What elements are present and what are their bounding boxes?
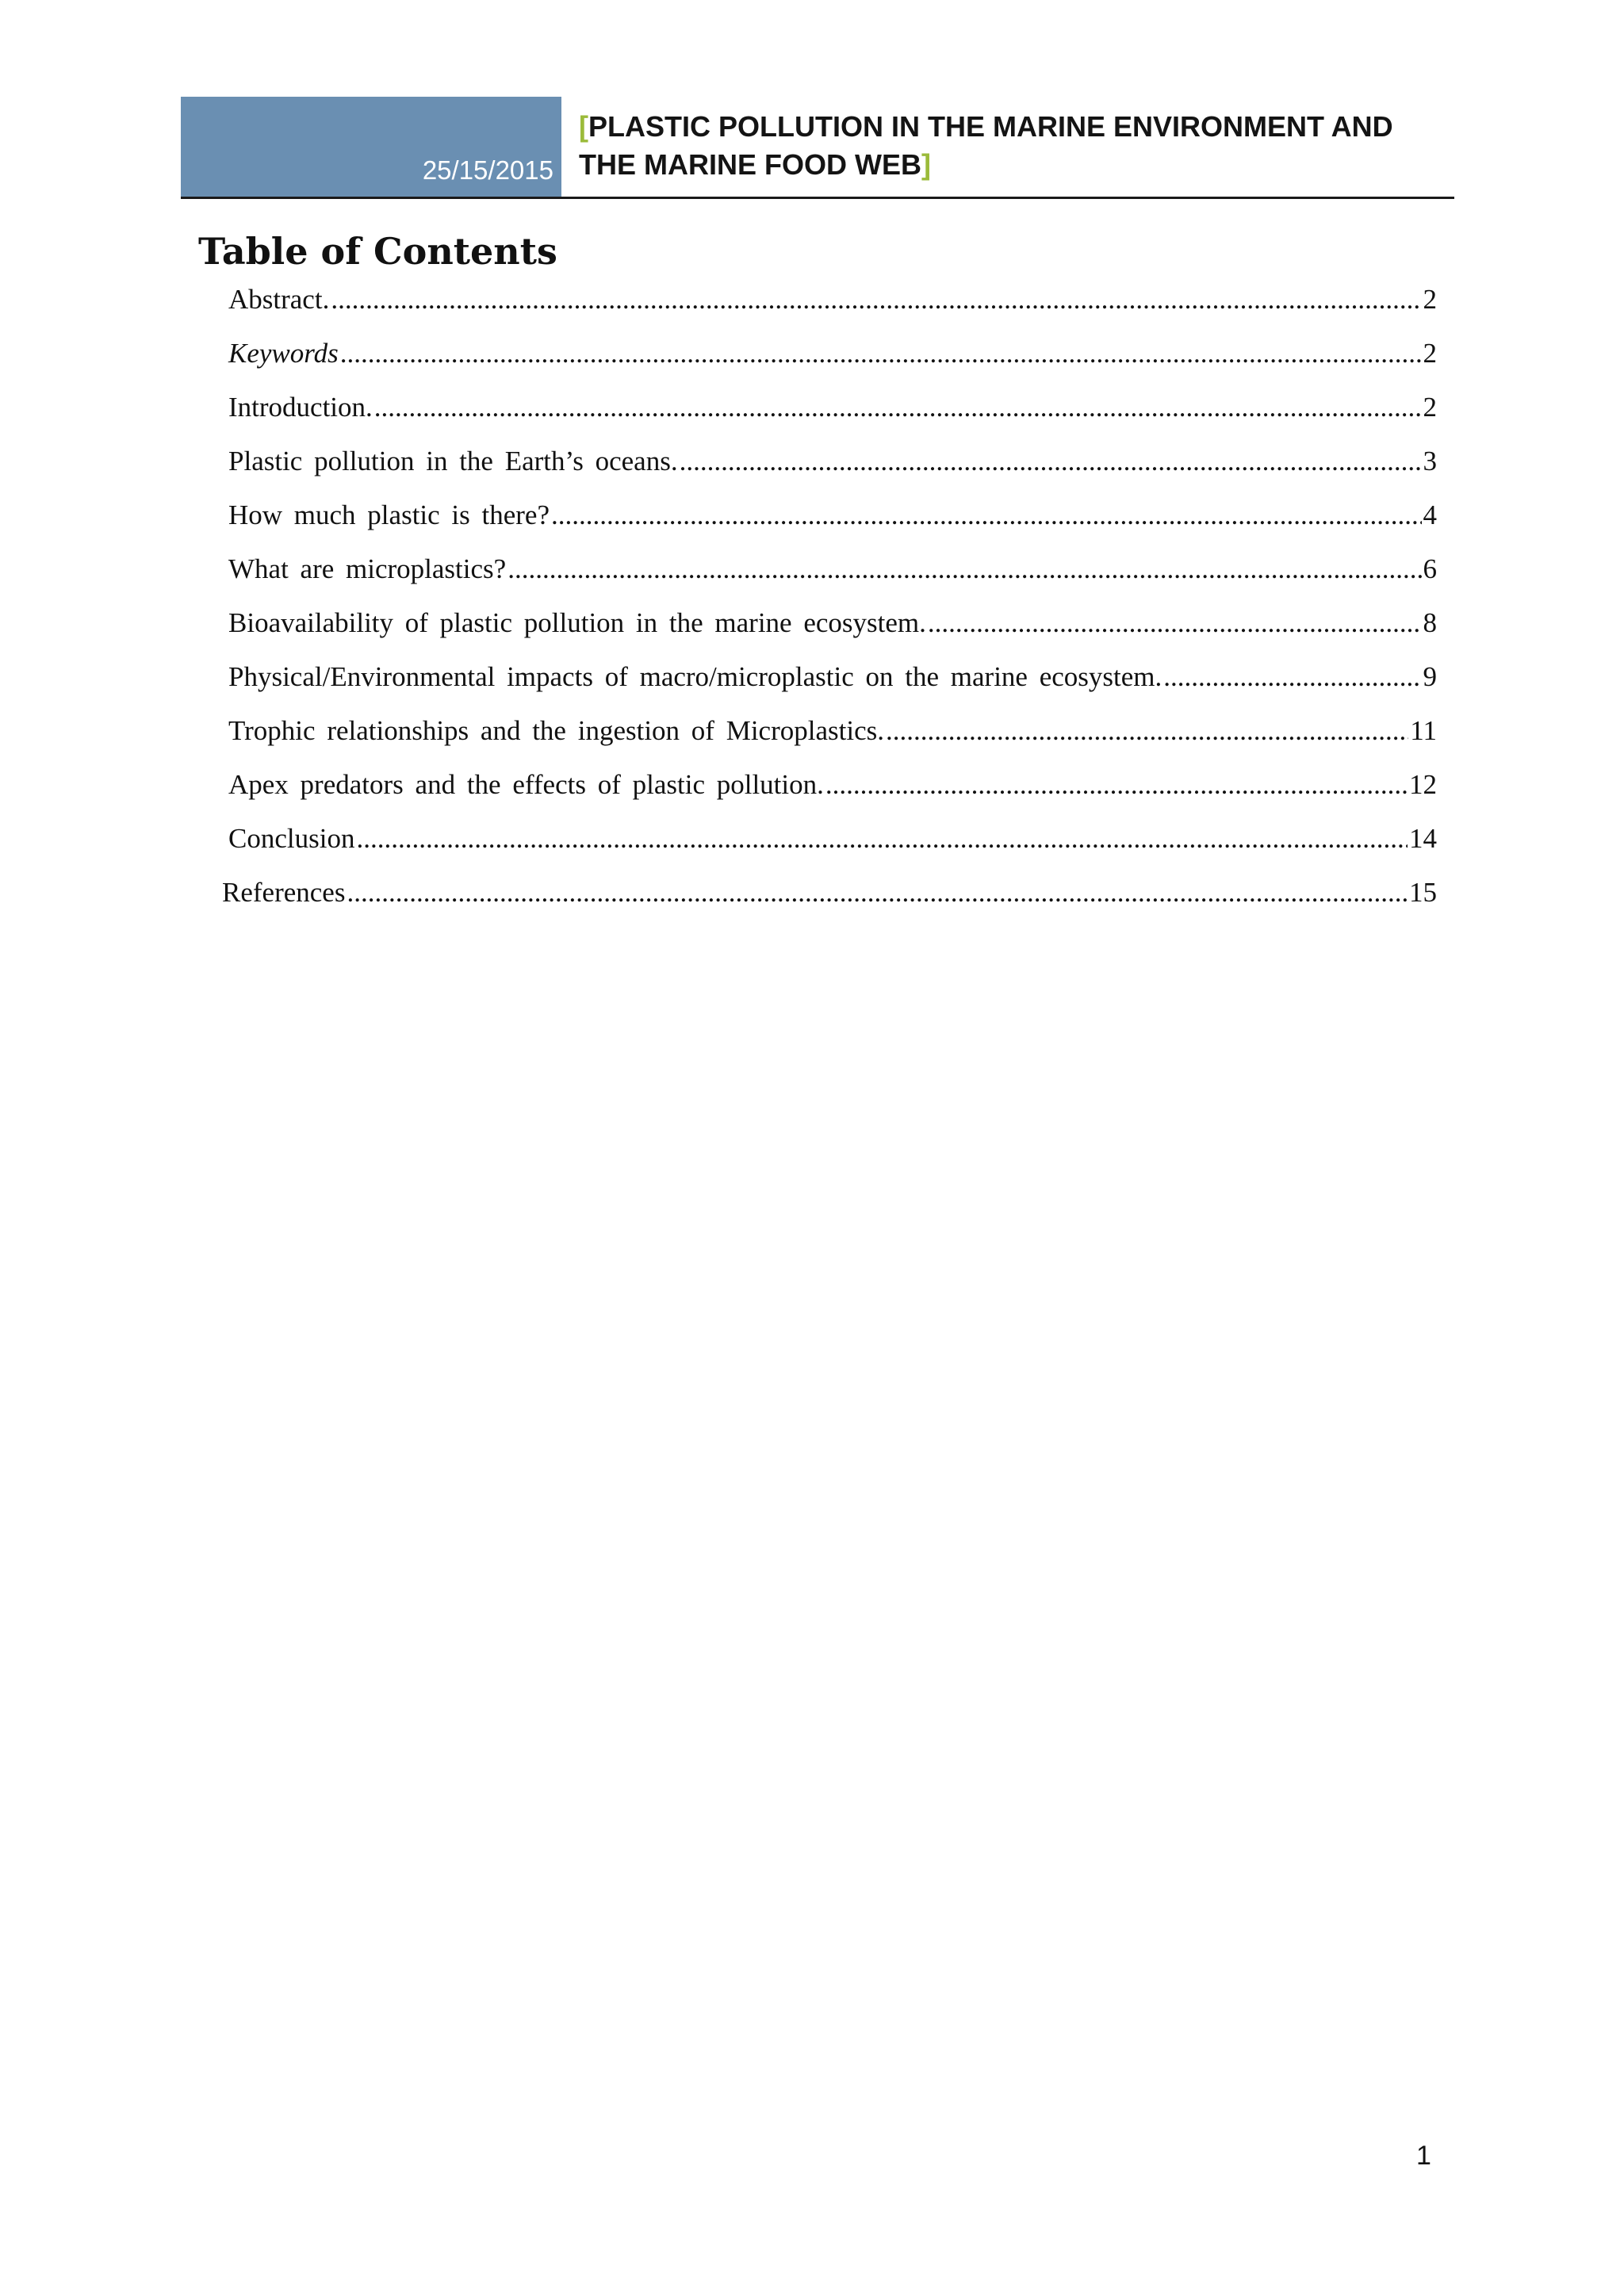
toc-dot-leader <box>825 767 1408 802</box>
toc-entry-label: How much plastic is there? <box>228 499 550 530</box>
toc-dot-leader <box>680 444 1422 479</box>
toc-dot-leader <box>340 336 1422 371</box>
document-title <box>579 108 1450 184</box>
title-bracket-open: [ <box>579 110 588 143</box>
toc-entry-label: Conclusion <box>228 823 355 854</box>
toc-entry-references[interactable] <box>222 875 1437 929</box>
toc-entry-page: 2 <box>1423 338 1437 369</box>
toc-entry-how-much-plastic[interactable] <box>228 498 1437 552</box>
toc-entry-physical-impacts[interactable] <box>228 660 1437 714</box>
toc-entry-page: 14 <box>1409 823 1437 854</box>
toc-entry-label: Abstract. <box>228 284 330 315</box>
toc-dot-leader <box>928 606 1422 641</box>
page-header <box>181 97 1450 198</box>
toc-entry-label: What are microplastics? <box>228 553 507 584</box>
toc-entry-page: 6 <box>1423 553 1437 584</box>
toc-dot-leader <box>886 714 1408 748</box>
toc-entry-page: 11 <box>1410 715 1437 746</box>
toc-entry-page: 8 <box>1423 607 1437 638</box>
toc-heading: Table of Contents <box>198 230 557 273</box>
toc-entry-microplastics[interactable] <box>228 552 1437 606</box>
toc-entry-trophic-relationships[interactable] <box>228 714 1437 767</box>
toc-entry-label: Bioavailability of plastic pollution in the marine ecosystem. <box>228 607 926 638</box>
toc-entry-label: Introduction. <box>228 392 373 423</box>
toc-entry-page: 3 <box>1423 446 1437 476</box>
page-number: 1 <box>1416 2141 1431 2171</box>
toc-entry-label: Trophic relationships and the ingestion of Microplastics. <box>228 715 884 746</box>
toc-entry-label: References <box>222 877 346 908</box>
toc-entry-conclusion[interactable] <box>228 821 1437 875</box>
toc-entry-page: 15 <box>1409 877 1437 908</box>
toc-entry-keywords[interactable] <box>228 336 1437 390</box>
toc-entry-abstract[interactable] <box>228 282 1437 336</box>
toc-entry-label: Physical/Environmental impacts of macro/microplastic on the marine ecosystem. <box>228 661 1162 692</box>
toc-entry-page: 2 <box>1423 284 1437 315</box>
document-title-text: PLASTIC POLLUTION IN THE MARINE ENVIRONMENT AND THE MARINE FOOD WEB <box>579 110 1393 181</box>
title-bracket-close: ] <box>921 148 931 181</box>
toc-dot-leader <box>1163 660 1421 695</box>
toc-entry-label: Apex predators and the effects of plastic pollution. <box>228 769 824 800</box>
toc-entry-bioavailability[interactable] <box>228 606 1437 660</box>
toc-dot-leader <box>356 821 1408 856</box>
toc-entry-label: Keywords <box>228 338 339 369</box>
toc-dot-leader <box>331 282 1421 317</box>
header-divider <box>181 197 1454 199</box>
toc-entry-page: 2 <box>1423 392 1437 423</box>
toc-dot-leader <box>374 390 1422 425</box>
date-box <box>181 97 561 198</box>
toc-entry-apex-predators[interactable] <box>228 767 1437 821</box>
toc-dot-leader <box>347 875 1408 910</box>
toc-entry-plastic-pollution-oceans[interactable] <box>228 444 1437 498</box>
toc-entry-label: Plastic pollution in the Earth’s oceans. <box>228 446 678 476</box>
toc-entry-introduction[interactable] <box>228 390 1437 444</box>
header-date: 25/15/2015 <box>422 155 553 185</box>
toc-entry-page: 4 <box>1423 499 1437 530</box>
toc-entry-page: 9 <box>1423 661 1437 692</box>
toc-list <box>222 282 1437 929</box>
toc-entry-page: 12 <box>1409 769 1437 800</box>
toc-dot-leader <box>508 552 1421 587</box>
toc-dot-leader <box>551 498 1421 533</box>
